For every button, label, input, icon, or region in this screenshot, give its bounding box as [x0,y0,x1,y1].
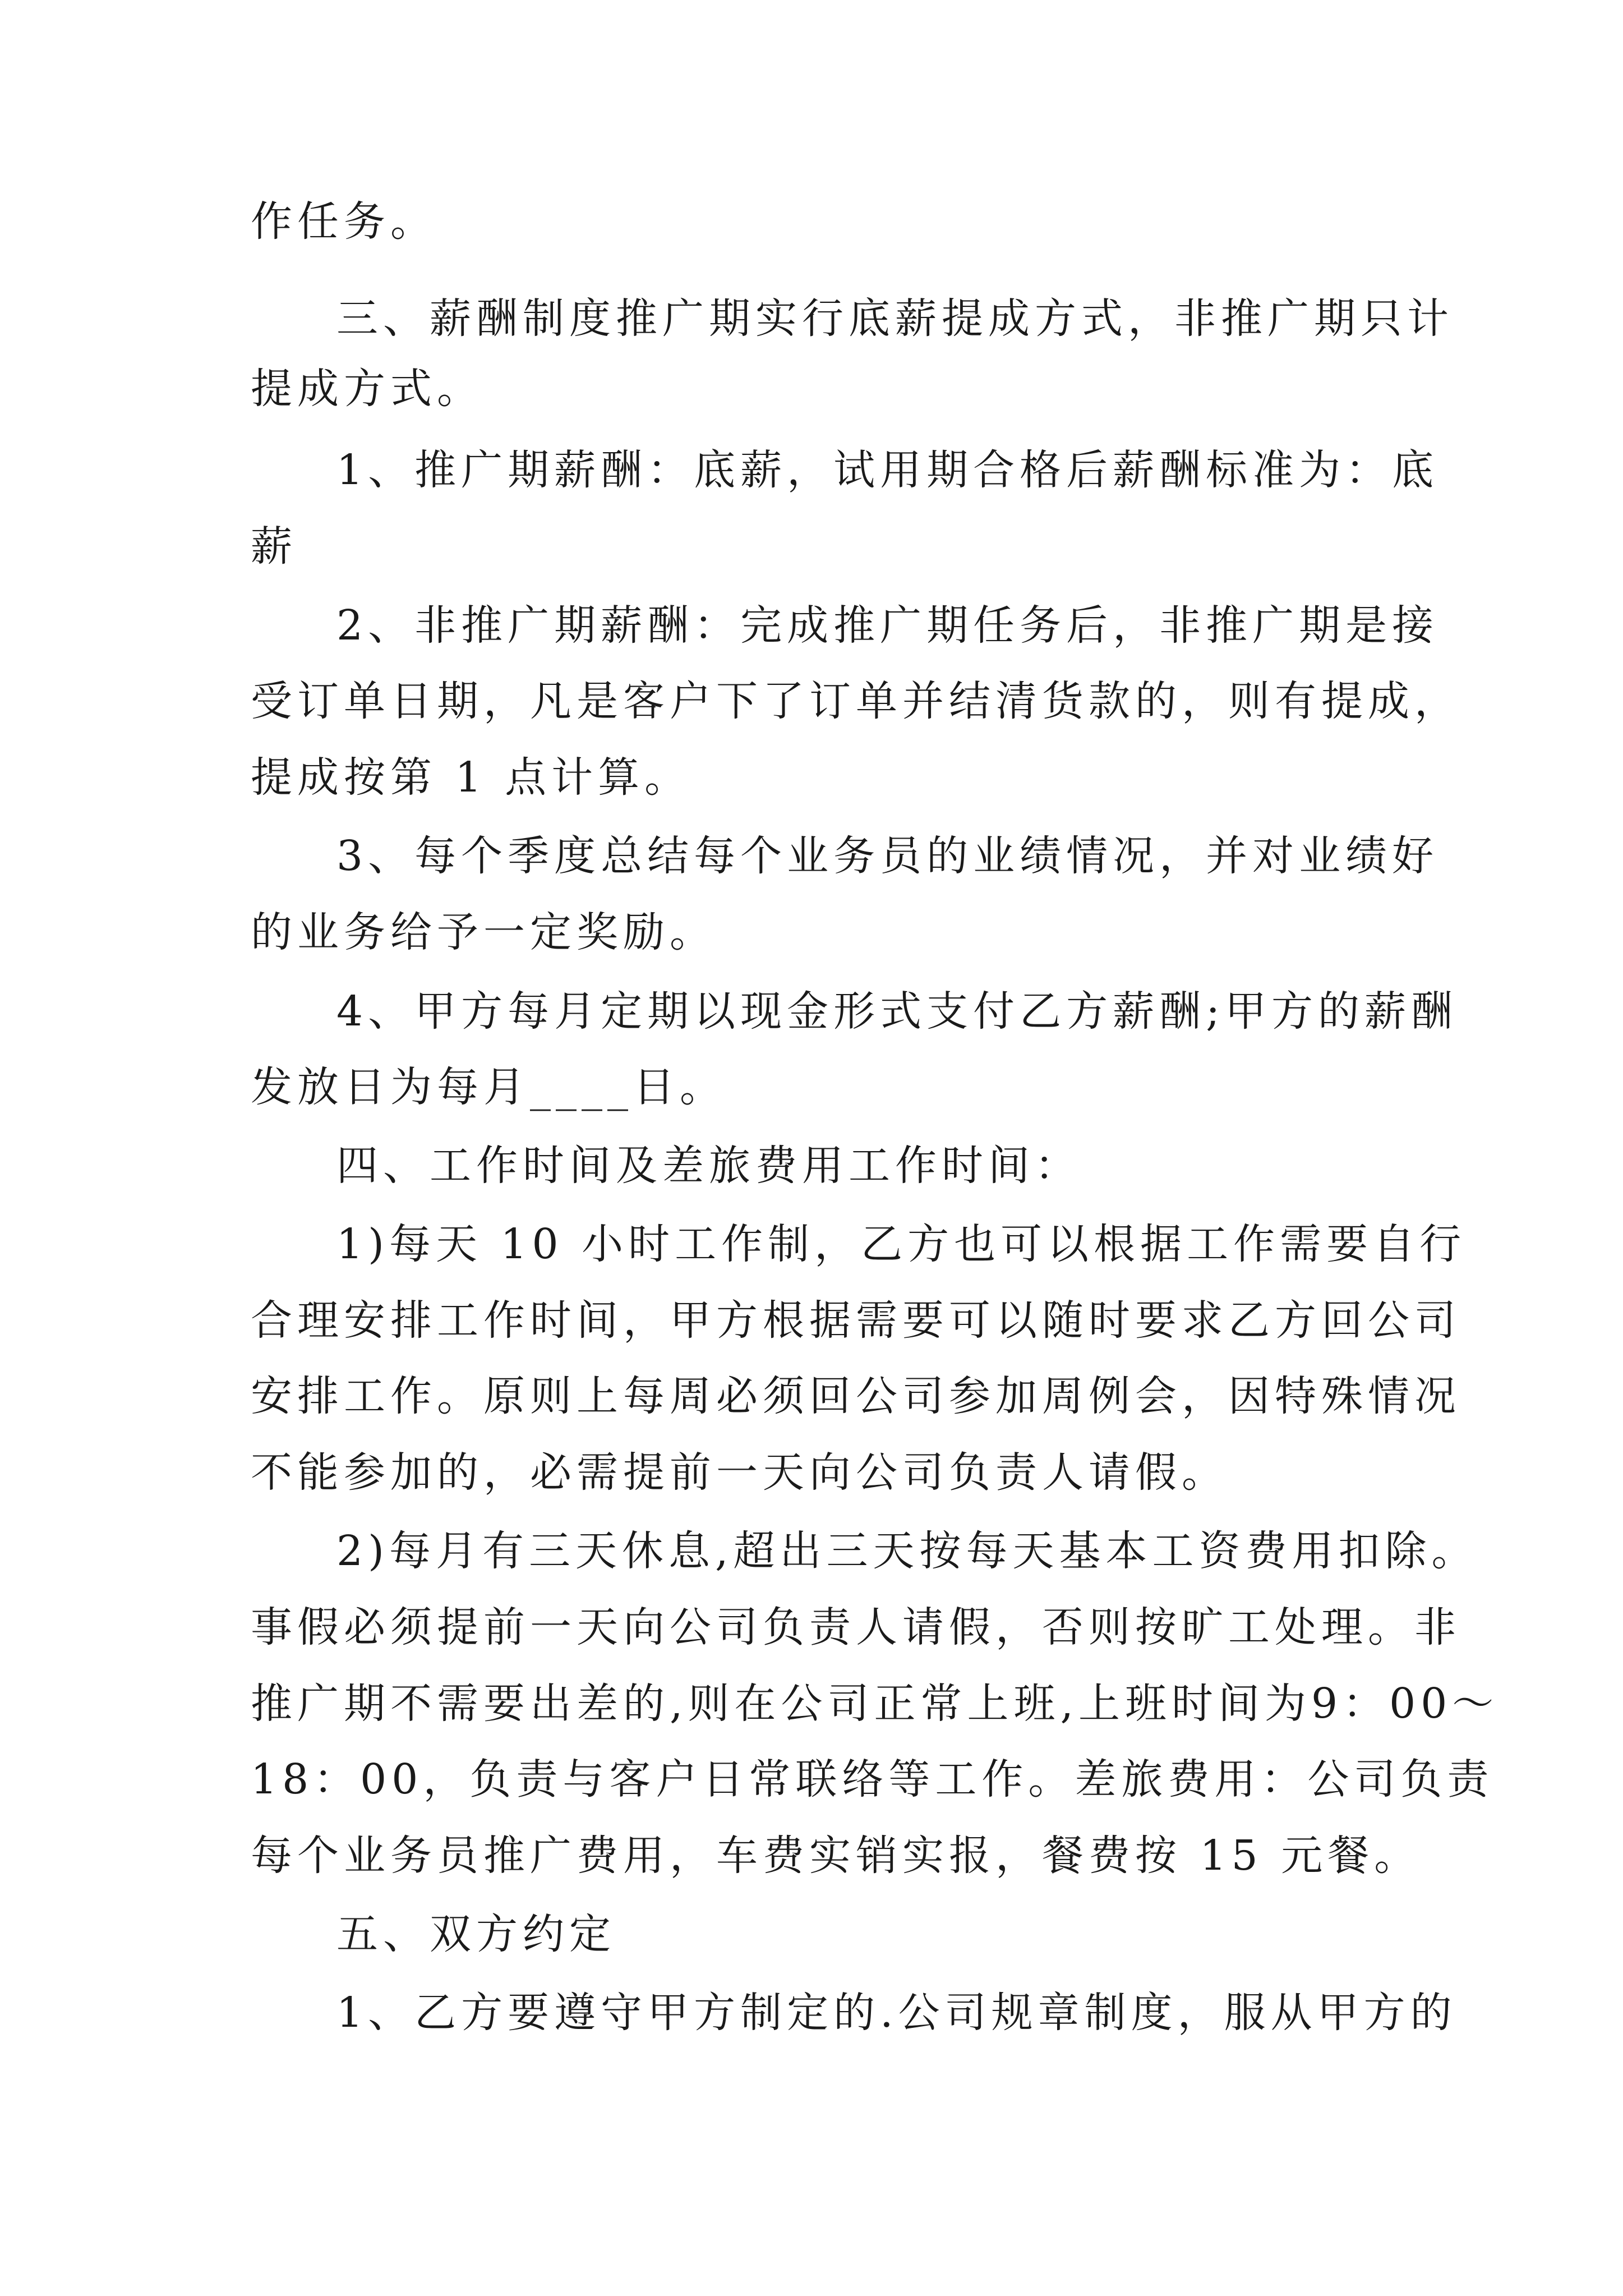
list-item: 1、乙方要遵守甲方制定的.公司规章制度，服从甲方的 [336,1989,1457,2037]
text-line: 的业务给予一定奖励。 [251,908,716,956]
list-item: 3、每个季度总结每个业务员的业绩情况，并对业绩好 [336,832,1439,880]
text-line: 18：00，负责与客户日常联络等工作。差旅费用：公司负责 [251,1755,1494,1803]
section-heading: 三、薪酬制度推广期实行底薪提成方式，非推广期只计 [336,295,1454,343]
section-heading: 四、工作时间及差旅费用工作时间： [336,1142,1081,1190]
text-line: 发放日为每月____日。 [251,1063,726,1111]
list-item: 1)每天 10 小时工作制，乙方也可以根据工作需要自行 [336,1220,1467,1268]
list-item: 2、非推广期薪酬：完成推广期任务后，非推广期是接 [336,601,1439,650]
text-line: 事假必须提前一天向公司负责人请假，否则按旷工处理。非 [251,1603,1461,1651]
text-line: 提成按第 1 点计算。 [251,753,691,802]
text-line: 不能参加的，必需提前一天向公司负责人请假。 [251,1448,1228,1497]
section-heading: 五、双方约定 [336,1910,616,1958]
text-line: 安排工作。原则上每周必须回公司参加周例会，因特殊情况 [251,1372,1461,1420]
text-line: 作任务。 [251,197,437,246]
list-item: 4、甲方每月定期以现金形式支付乙方薪酬;甲方的薪酬 [336,987,1458,1036]
text-line: 薪 [251,522,297,570]
text-line: 推广期不需要出差的,则在公司正常上班,上班时间为9：00～ [251,1680,1499,1728]
text-line: 受订单日期，凡是客户下了订单并结清货款的，则有提成， [251,677,1461,725]
list-item: 2)每月有三天休息,超出三天按每天基本工资费用扣除。 [336,1527,1478,1575]
list-item: 1、推广期薪酬：底薪，试用期合格后薪酬标准为：底 [336,446,1439,494]
text-line: 合理安排工作时间，甲方根据需要可以随时要求乙方回公司 [251,1296,1461,1345]
text-line: 每个业务员推广费用，车费实销实报，餐费按 15 元餐。 [251,1832,1421,1880]
text-line: 提成方式。 [251,365,483,413]
